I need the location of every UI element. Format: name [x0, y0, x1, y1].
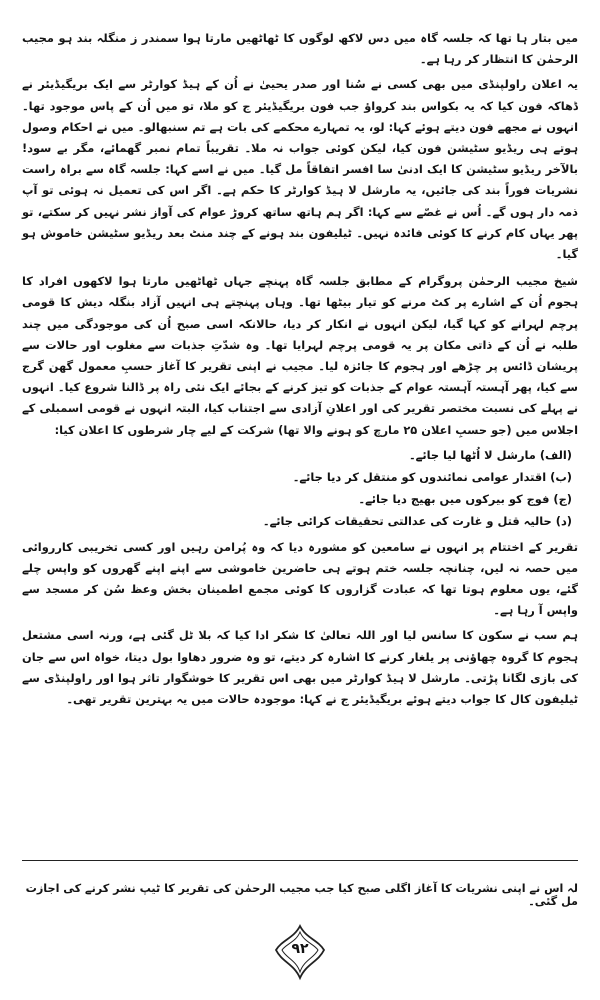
paragraph-3: شیخ مجیب الرحمٰن پروگرام کے مطابق جلسہ گاہ پہنچے جہاں ٹھاٹھیں مارتا ہوا لاکھوں افراد کا ہجوم اُن کے اشارے پر کٹ مرنے کو تیار بیٹھا تھا۔ وہاں پہنچتے ہی انہیں آزاد بنگلہ دیش کا قومی پرچم لہرانے کو کہا گیا، لیکن انہوں نے انکار کر دیا، حالانکہ اسی صبح اُن کی موجودگی میں چند طلبہ نے اُن کے ذاتی مکان پر یہ قومی پرچم لہرایا تھا۔ وہ شدّتِ جذبات سے مغلوب اور حالات سے پریشان ڈائس پر چڑھے اور ہجوم کا جائزہ لیا۔ مجیب نے اپنی تقریر کا آغاز حسبِ معمول گھن گرج سے کیا، پھر آہستہ آہستہ عوام کے جذبات کو تیز کرنے کے بجائے ایک نئی راہ پر ڈالنا شروع کیا۔ انہوں نے پہلے کی نسبت مختصر تقریر کی اور اعلانِ آزادی سے اجتناب کیا، البتہ انہوں نے قومی اسمبلی کے اجلاس میں (جو حسبِ اعلان ۲۵ مارچ کو ہونے والا تھا) شرکت کے لیے چار شرطوں کا اعلان کیا: [22, 274, 578, 437]
paragraph-2: یہ اعلان راولپنڈی میں بھی کسی نے سُنا اور صدر یحییٰ نے اُن کے ہیڈ کوارٹر سے ایک بریگیڈیئر نے ڈھاکہ فون کیا کہ یہ بکواس بند کرواؤ جب فون بریگیڈیئر ج کو ملا، تو میں اُن کے پاس موجود تھا۔ انہوں نے مجھے فون دیتے ہوئے کہا: لو، یہ تمہارے محکمے کی بات ہے تم سنبھالو۔ میں نے احکام وصول ہوتے ہی ریڈیو سٹیشن فون کیا، لیکن کوئی جواب نہ ملا۔ تقریباً تمام نمبر گھمائے، مگر بے سود! بالآخر ریڈیو سٹیشن کا ایک ادنیٰ سا افسر اتفاقاً مل گیا۔ میں نے اسے کہا: جلسہ گاہ سے براہ راست نشریات فوراً بند کی جائیں، یہ مارشل لا ہیڈ کوارٹر کا حکم ہے۔ اگر اس کی تعمیل نہ ہوئی تو آپ ذمہ دار ہوں گے۔ اُس نے غصّے سے کہا: اگر ہم ہاتھ ساتھ کروڑ عوام کی آواز نشر نہیں کر سکتے، تو پھر یہاں کام کرنے کا کوئی فائدہ نہیں۔ ٹیلیفون بند ہونے کے چند منٹ بعد ریڈیو سٹیشن خاموش ہو گیا۔ [22, 77, 578, 262]
page-number: ۹۲ [291, 941, 309, 957]
footnote: لہ اس نے اپنی نشریات کا آغاز اگلی صبح کیا جب مجیب الرحمٰن کی تقریر کا ٹیپ نشر کرنے کی اجازت مل گئی۔ [25, 882, 578, 908]
condition-item: (د) حالیہ قتل و غارت کی عدالتی تحقیقات کرائی جائے۔ [262, 514, 572, 529]
conditions-list [22, 445, 578, 533]
page-number-ornament [270, 922, 330, 982]
condition-item: (ج) فوج کو بیرکوں میں بھیج دیا جائے۔ [358, 492, 572, 507]
condition-item: (الف) مارشل لا اُٹھا لیا جائے۔ [408, 447, 572, 462]
paragraph-1: میں بتار ہا تھا کہ جلسہ گاہ میں دس لاکھ لوگوں کا ٹھاٹھیں مارتا ہوا سمندر ز منگلہ بند ہو مجیب الرحمٰن کا انتظار کر رہا ہے۔ [22, 31, 578, 67]
paragraph-4: تقریر کے اختتام پر انہوں نے سامعین کو مشورہ دیا کہ وہ پُرامن رہیں اور کسی تخریبی کارروائی میں حصہ نہ لیں، چنانچہ جلسہ ختم ہوتے ہی حاضرین خاموشی سے اپنے اپنے گھروں کو واپس چلے گئے، یوں معلوم ہوتا تھا کہ عبادت گزاروں کا کوئی مجمع اطمینان بخش وعظ سُن کر مسجد سے واپس آ رہا ہے۔ [22, 539, 578, 618]
book-page [22, 28, 578, 968]
footnote-divider [22, 860, 578, 861]
paragraph-5: ہم سب نے سکون کا سانس لیا اور اللہ تعالیٰ کا شکر ادا کیا کہ بلا ٹل گئی ہے، ورنہ اسی مشتعل ہجوم کا گروہ چھاؤنی پر یلغار کرنے کا اشارہ کر دیتے، تو وہ ضرور دھاوا بول دیتا، خواہ اس سے جان کی بازی لگانا پڑتی۔ مارشل لا ہیڈ کوارٹر میں بھی اس تقریر کا خوشگوار تاثر ہوا اور راولپنڈی سے ٹیلیفون کال کا جواب دیتے ہوئے بریگیڈیئر ج نے کہا: موجودہ حالات میں یہ بہترین تقریر تھی۔ [22, 628, 578, 707]
condition-item: (ب) اقتدار عوامی نمائندوں کو منتقل کر دیا جائے۔ [292, 470, 572, 485]
